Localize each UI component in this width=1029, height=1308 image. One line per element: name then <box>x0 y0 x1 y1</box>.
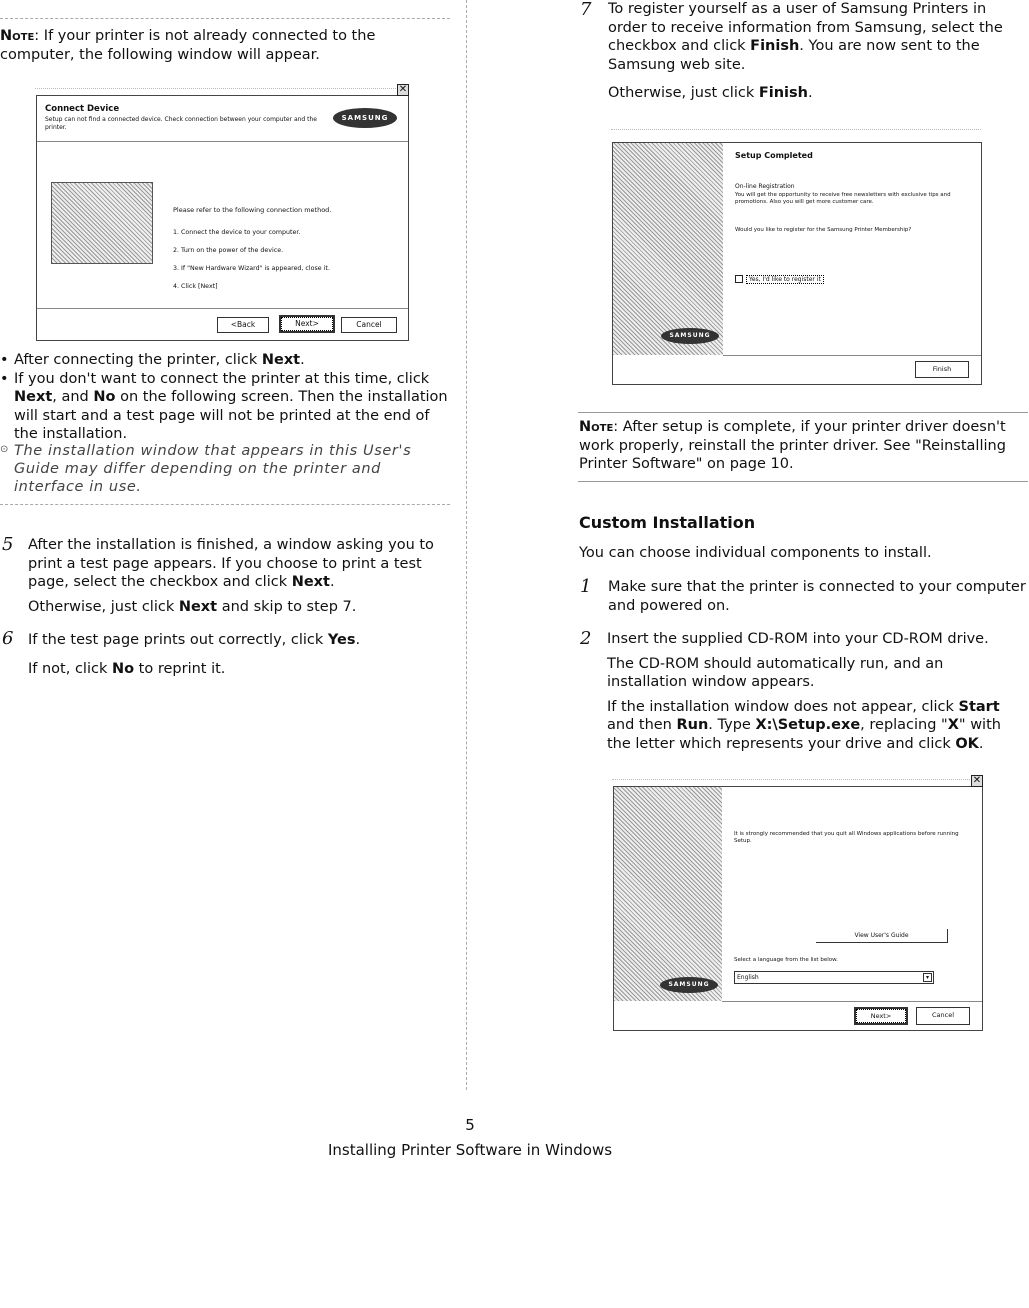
install-side-image <box>614 787 722 1001</box>
printer-connection-image <box>51 182 153 264</box>
installation-dialog <box>613 775 983 1031</box>
step-number: 1 <box>580 576 592 597</box>
note-label: Note <box>579 419 614 435</box>
samsung-logo: SAMSUNG <box>333 108 397 128</box>
text: to reprint it. <box>134 660 226 677</box>
setup-completed-dialog <box>612 142 982 385</box>
cancel-button[interactable]: Cancel <box>916 1007 970 1025</box>
next-button[interactable]: Next> <box>854 1007 908 1025</box>
footer-divider <box>722 1001 982 1002</box>
connection-intro: Please refer to the following connection method. <box>173 206 332 214</box>
register-checkbox-label[interactable]: Yes, I'd like to register it <box>746 275 824 284</box>
bullet-bold: Next <box>261 352 301 368</box>
text: Otherwise, just click <box>28 598 179 615</box>
note-connect <box>0 27 420 64</box>
registration-heading: On-line Registration <box>735 183 795 190</box>
dialog-title: Setup Completed <box>735 151 813 160</box>
bold-text: Finish <box>750 38 800 55</box>
bold-text: X:\Setup.exe <box>755 717 861 734</box>
connection-steps <box>173 224 330 296</box>
next-button[interactable]: Next> <box>279 315 335 333</box>
footer-divider <box>37 308 408 309</box>
header-divider <box>37 141 408 142</box>
step-text <box>28 631 442 650</box>
connection-step: 1. Connect the device to your computer. <box>173 229 301 236</box>
dialog-titlebar <box>612 779 970 780</box>
text: . <box>978 735 984 752</box>
bold-text: Finish <box>758 85 808 102</box>
bullet-bold: No <box>93 389 116 406</box>
bold-text: Yes <box>327 632 356 648</box>
bullet-text: on the following screen. Then the installation will start and a test page will not be printed at the end of the installation. <box>14 389 448 443</box>
step-2 <box>607 630 1027 759</box>
text: and then <box>607 717 677 734</box>
note-divider <box>0 504 450 505</box>
footer-divider <box>723 355 981 356</box>
bold-text: No <box>111 660 135 677</box>
dialog-titlebar <box>611 129 981 130</box>
text: . You are now sent to the Samsung web site. <box>608 38 980 73</box>
page-number: 5 <box>465 1116 475 1134</box>
text: If the installation window does not appear, click <box>607 698 959 715</box>
step-7 <box>608 0 1026 109</box>
note-setup <box>579 418 1019 474</box>
bullet-text: After connecting the printer, click <box>14 352 262 368</box>
note-text: : After setup is complete, if your printer driver doesn't work properly, reinstall the printer driver. See "Reinstalling Printer Software" on page 10. <box>579 419 1006 473</box>
step-text <box>28 536 442 592</box>
step-text <box>608 84 1026 103</box>
dialog-subtitle: Setup can not find a connected device. Check connection between your computer and the printer. <box>45 116 317 131</box>
connection-step: 4. Click [Next] <box>173 283 218 290</box>
text: " with the letter which represents your drive and click <box>607 717 1001 752</box>
cancel-button[interactable]: Cancel <box>341 317 397 333</box>
samsung-logo: SAMSUNG <box>661 328 719 344</box>
language-value: English <box>737 974 759 981</box>
step-text: Insert the supplied CD-ROM into your CD-ROM drive. <box>607 631 989 647</box>
bullet-bold: Next <box>14 389 53 406</box>
registration-question: Would you like to register for the Samsung Printer Membership? <box>735 227 912 233</box>
dialog-title: Connect Device <box>45 104 120 114</box>
text: and skip to step 7. <box>217 598 357 615</box>
step-6 <box>28 631 442 684</box>
bold-text: Next <box>291 574 330 591</box>
connection-step: 3. If "New Hardware Wizard" is appeared, close it. <box>173 265 330 272</box>
register-checkbox[interactable] <box>735 275 743 283</box>
text: If not, click <box>28 660 112 677</box>
registration-text: You will get the opportunity to receive free newsletters with exclusive tips and promotions. Also you will get more customer care. <box>735 192 951 206</box>
text: If the test page prints out correctly, click <box>28 632 328 648</box>
bullet-text: , and <box>52 389 94 406</box>
bold-text: Start <box>958 698 1000 715</box>
list-item <box>0 351 452 370</box>
column-separator <box>466 0 467 1090</box>
install-message: It is strongly recommended that you quit all Windows applications before running Setup. <box>734 831 959 845</box>
section-intro: You can choose individual components to install. <box>579 545 932 561</box>
page-footer-title: Installing Printer Software in Windows <box>327 1141 613 1159</box>
text: . <box>329 574 335 591</box>
text: , replacing " <box>860 717 948 734</box>
finish-button[interactable]: Finish <box>915 361 969 378</box>
step-number: 2 <box>580 628 592 649</box>
top-divider <box>0 18 450 19</box>
step-1 <box>608 578 1026 621</box>
step-text <box>28 660 442 679</box>
register-checkbox-row[interactable] <box>735 275 824 283</box>
back-button[interactable]: <Back <box>217 317 269 333</box>
step-text <box>608 0 1026 74</box>
note-text: : If your printer is not already connected to the computer, the following window will appear. <box>0 28 376 63</box>
bullet-text: . <box>300 352 305 368</box>
bold-text: OK <box>955 735 979 752</box>
setup-side-image <box>613 143 723 355</box>
step-text <box>607 698 1027 754</box>
step-text: The CD-ROM should automatically run, and an installation window appears. <box>607 655 944 691</box>
dialog-titlebar <box>35 88 396 89</box>
samsung-logo: SAMSUNG <box>660 977 718 993</box>
circle-bullet-icon: ⊙ <box>0 444 9 455</box>
step-number: 6 <box>2 628 14 649</box>
bullet-list <box>0 351 452 444</box>
list-item <box>0 370 452 444</box>
view-users-guide-button[interactable]: View User's Guide <box>816 929 948 943</box>
interface-note-text: The installation window that appears in this User's Guide may differ depending on the printer and interface in use. <box>14 443 412 496</box>
step-number: 7 <box>580 0 592 20</box>
step-text <box>28 598 442 617</box>
language-label: Select a language from the list below. <box>734 957 838 963</box>
text: . Type <box>708 717 756 734</box>
bold-text: X <box>947 717 959 734</box>
note-bottom-rule <box>578 481 1028 482</box>
text: To register yourself as a user of Samsung Printers in order to receive information from Samsung, select the checkbox and click <box>608 1 1003 55</box>
connect-device-dialog <box>36 84 409 341</box>
close-icon[interactable]: ✕ <box>972 775 982 786</box>
step-5 <box>28 536 442 622</box>
step-text: Make sure that the printer is connected to your computer and powered on. <box>608 579 1026 614</box>
language-select[interactable] <box>734 971 934 984</box>
note-top-rule <box>578 412 1028 413</box>
text: After the installation is finished, a window asking you to print a test page appears. If you choose to print a test page, select the checkbox and click <box>28 537 434 591</box>
step-number: 5 <box>2 534 14 555</box>
section-heading: Custom Installation <box>579 513 756 532</box>
bullet-text: If you don't want to connect the printer at this time, click <box>14 370 430 387</box>
connection-step: 2. Turn on the power of the device. <box>173 247 284 254</box>
text: . <box>807 85 813 102</box>
text: Otherwise, just click <box>608 85 759 102</box>
bold-text: Run <box>676 717 709 734</box>
dropdown-arrow-icon[interactable]: ▾ <box>923 973 932 982</box>
note-label: Note <box>0 28 35 44</box>
interface-note <box>0 442 430 496</box>
close-icon[interactable]: ✕ <box>398 84 408 95</box>
text: . <box>355 632 361 648</box>
bold-text: Next <box>178 598 218 615</box>
